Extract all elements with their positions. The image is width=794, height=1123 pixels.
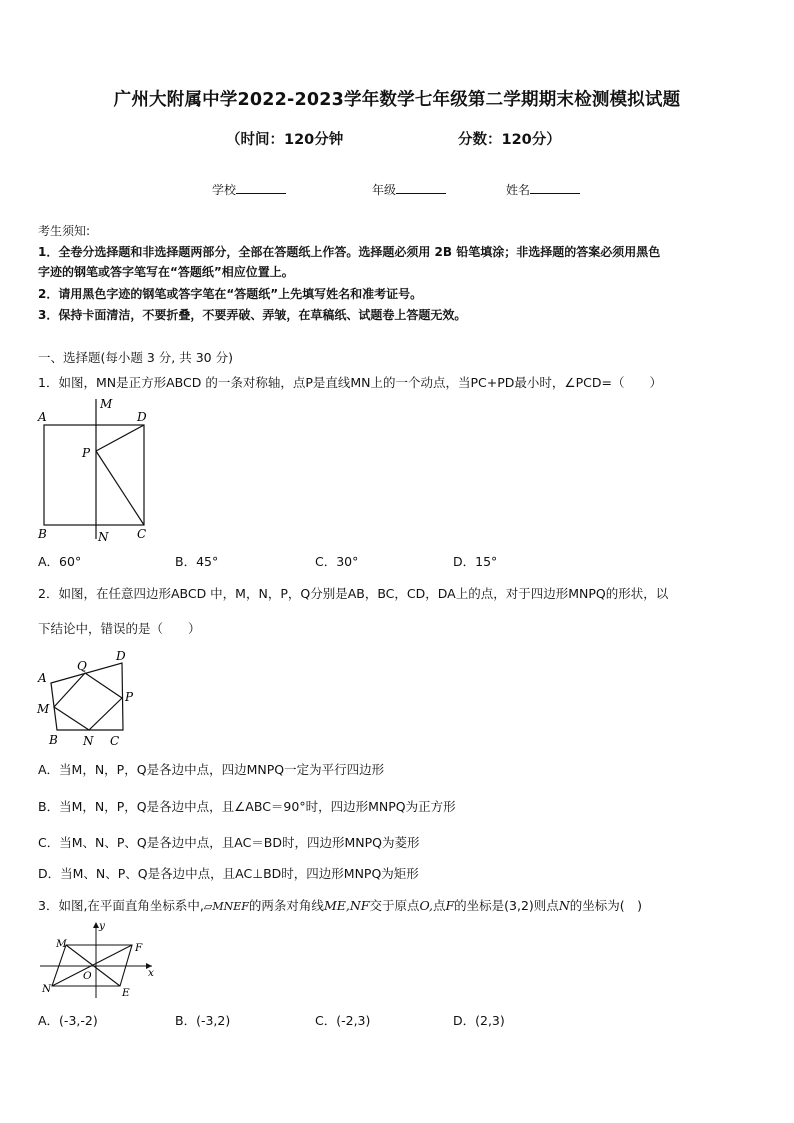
question-3-stem [38,896,642,914]
label-b: B [38,527,47,541]
question-1-option-c: C．30° [315,554,359,569]
question-2-option-b: B．当M，N，P，Q是各边中点，且∠ABC＝90°时，四边形MNPQ为正方形 [38,799,456,814]
question-2-stem-cont: 下结论中，错误的是（ ） [38,621,201,636]
q3-text-1: 3．如图,在平面直角坐标系中, [38,898,204,913]
q3-parallelogram: ▱MNEF [203,900,249,913]
label-a: A [38,410,47,424]
label-m: M [56,938,67,950]
question-2-option-d: D．当M、N、P、Q是各边中点，且AC⊥BD时，四边形MNPQ为矩形 [38,866,419,881]
label-p: P [82,446,91,460]
label-y: y [99,920,105,932]
label-m: M [37,702,50,716]
question-3-option-a: A．(-3,-2) [38,1013,98,1028]
label-n: N [98,530,109,544]
q3-point-f: F [445,898,455,913]
q3-text-6: 的坐标为( ) [569,898,643,913]
quad-abcd [51,663,123,730]
q3-text-4: 点 [432,898,446,913]
label-m: M [100,397,113,411]
label-f: F [135,942,143,954]
question-3-option-c: C．(-2,3) [315,1013,371,1028]
q3-text-5: 的坐标是(3,2)则点 [454,898,559,913]
name-blank [530,181,580,194]
grade-label: 年级 [372,183,397,197]
page-title: 广州大附属中学2022-2023学年数学七年级第二学期期末检测模拟试题 [113,90,681,110]
q3-text-2: 的两条对角线 [248,898,324,913]
segment-pd [96,425,144,451]
q3-diagonals: ME,NF [323,898,370,913]
q3-origin: O, [419,898,433,913]
q3-point-n: N [558,898,570,913]
label-d: D [116,649,126,663]
question-3-option-d: D．(2,3) [453,1013,505,1028]
question-2-figure [34,648,144,748]
label-e: E [122,987,130,999]
square-abcd [44,425,144,525]
name-label: 姓名 [506,183,531,197]
name-field [506,181,580,198]
exam-score: 分数：120分） [458,132,561,148]
grade-field [372,181,446,198]
segment-pc [96,451,144,525]
question-2-stem: 2．如图，在任意四边形ABCD 中，M，N，P，Q分别是AB，BC，CD，DA上的点，对于四边形MNPQ的形状，以 [38,586,669,601]
school-field [212,181,286,198]
question-3-figure [34,918,162,1000]
label-a: A [38,671,47,685]
question-3-option-b: B．(-3,2) [175,1013,231,1028]
school-blank [236,181,286,194]
school-label: 学校 [212,183,237,197]
label-n: N [83,734,94,748]
notice-line: 1．全卷分选择题和非选择题两部分，全部在答题纸上作答。选择题必须用 2B 铅笔填涂；非选择题的答案必须用黑色 [38,245,661,259]
label-n: N [42,983,52,995]
label-c: C [110,734,120,748]
label-o: O [83,970,92,982]
notice-heading: 考生须知: [38,224,91,238]
question-1-option-a: A．60° [38,554,82,569]
label-b: B [49,733,58,747]
question-2-option-c: C．当M、N、P、Q是各边中点，且AC＝BD时，四边形MNPQ为菱形 [38,835,420,850]
notice-line: 3．保持卡面清洁，不要折叠，不要弄破、弄皱，在草稿纸、试题卷上答题无效。 [38,308,467,322]
label-d: D [137,410,147,424]
section-heading: 一、选择题(每小题 3 分, 共 30 分) [38,350,233,365]
question-1-stem: 1．如图，MN是正方形ABCD 的一条对称轴，点P是直线MN上的一个动点，当PC+PD最小时，∠PCD=（ ） [38,375,662,390]
grade-blank [396,181,446,194]
quad-mnpq [54,673,122,730]
notice-line: 2．请用黑色字迹的钢笔或答字笔在“答题纸”上先填写姓名和准考证号。 [38,287,423,301]
label-c: C [137,527,147,541]
label-q: Q [77,659,87,673]
question-1-option-d: D．15° [453,554,498,569]
label-p: P [125,690,134,704]
q3-text-3: 交于原点 [369,898,420,913]
exam-time: （时间：120分钟 [226,132,344,148]
question-1-figure [34,393,158,545]
question-1-option-b: B．45° [175,554,219,569]
notice-line: 字迹的钢笔或答字笔写在“答题纸”相应位置上。 [38,265,294,279]
question-2-option-a: A．当M，N，P，Q是各边中点，四边MNPQ一定为平行四边形 [38,762,385,777]
label-x: x [148,967,154,979]
